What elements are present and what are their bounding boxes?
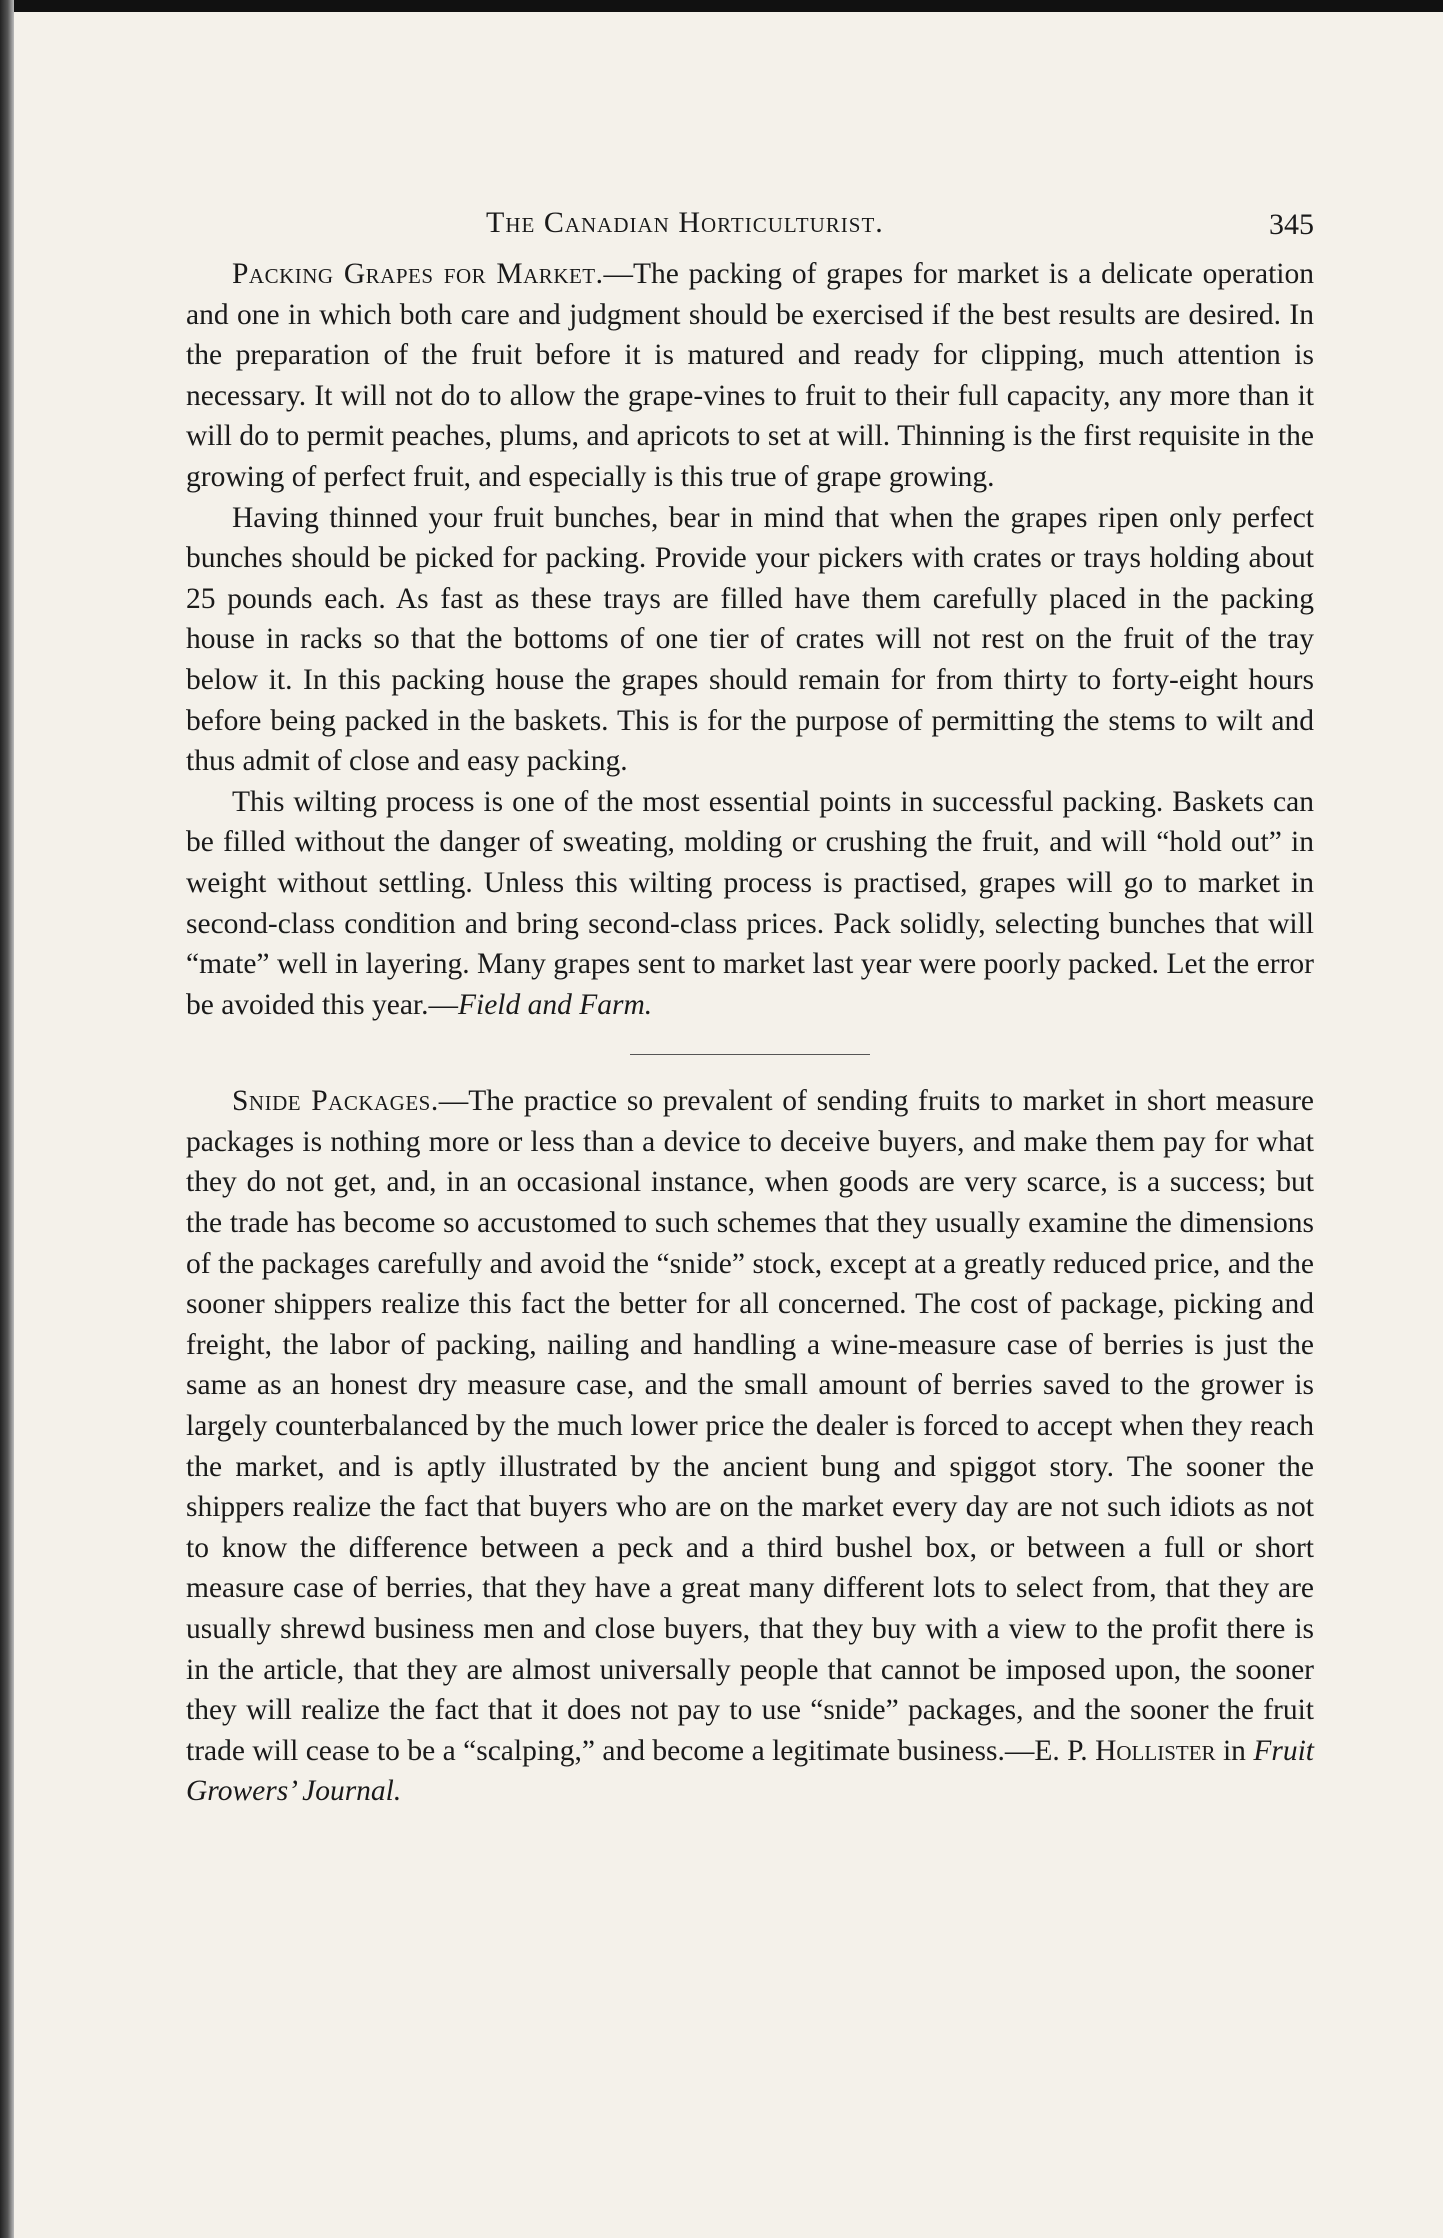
article-paragraph-text: This wilting process is one of the most essential points in successful packing. Baskets can be filled without the danger of sweating, molding or crushing the fruit, and will “hold out” in weight without settling. Unless this wilting process is practised, grapes will go to market in second-class condition and bring second-class prices. Pack solidly, selecting bunches that will “mate” well in layering. Many grapes sent to market last year were poorly packed. Let the error be avoided this year.— [186,785,1314,1021]
article-paragraph [186,1081,1314,1812]
source-citation: Field and Farm. [457,988,653,1021]
scan-binding-edge [0,0,14,2238]
running-head [186,200,1314,254]
article-title: Snide Packages. [232,1085,439,1118]
citation-connector: in [1215,1734,1254,1767]
journal-title: The Canadian Horticulturist. [486,206,884,239]
article-title: Packing Grapes for Market. [232,258,604,290]
article-paragraph [186,782,1314,1026]
scan-top-edge [0,0,1443,12]
article-paragraph [186,254,1314,498]
article-lead-text: —The packing of grapes for market is a delicate operation and one in which both care and judgment should be exercised if the best results are desired. In the preparation of the fruit before it is matured and ready for clipping, much attention is necessary. It will not do to allow the grape-vines to fruit to their full capacity, any more than it will do to permit peaches, plums, and apricots to set at will. Thinning is the first requisite in the growing of perfect fruit, and especially is this true of grape growing. [186,258,1314,493]
article-lead-text: —The practice so prevalent of sending fruits to market in short measure packages is nothing more or less than a device to deceive buyers, and make them pay for what they do not get, and, in an occasional instance, when goods are very scarce, is a success; but the trade has become so accustomed to such schemes that they usually examine the dimensions of the packages carefully and avoid the “snide” stock, except at a greatly reduced price, and the sooner shippers realize this fact the better for all concerned. The cost of package, picking and freight, the labor of packing, nailing and handling a wine-measure case of berries is just the same as an honest dry measure case, and the small amount of berries saved to the grower is largely counterbalanced by the much lower price the dealer is forced to accept when they reach the market, and is aptly illustrated by the ancient bung and spiggot story. The sooner the shippers realize the fact that buyers who are on the market every day are not such idiots as not to know the difference between a peck and a third bushel box, or between a full or short measure case of berries, that they have a great many different lots to select from, that they are usually shrewd business men and close buyers, that they buy with a view to the profit there is in the article, that they are almost universally people that cannot be imposed upon, the sooner they will realize the fact that it does not pay to use “snide” packages, and the sooner the fruit trade will cease to be a “scalping,” and become a legitimate business.—E. P. [186,1085,1314,1767]
page-number: 345 [1269,208,1314,241]
section-divider [630,1054,870,1055]
author-name: Hollister [1095,1734,1216,1767]
article-snide-packages [186,1081,1314,1812]
article-paragraph: Having thinned your fruit bunches, bear in mind that when the grapes ripen only perfect bunches should be picked for packing. Provide your pickers with crates or trays holding about 25 pounds each. As fast as these trays are filled have them carefully placed in the packing house in racks so that the bottoms of one tier of crates will not rest on the fruit of the tray below it. In this packing house the grapes should remain for from thirty to forty-eight hours before being packed in the baskets. This is for the purpose of permitting the stems to wilt and thus admit of close and easy packing. [186,501,1314,778]
source-citation: Fruit Growers’ Journal. [186,1734,1314,1808]
page [186,200,1314,1812]
article-packing-grapes [186,254,1314,1025]
